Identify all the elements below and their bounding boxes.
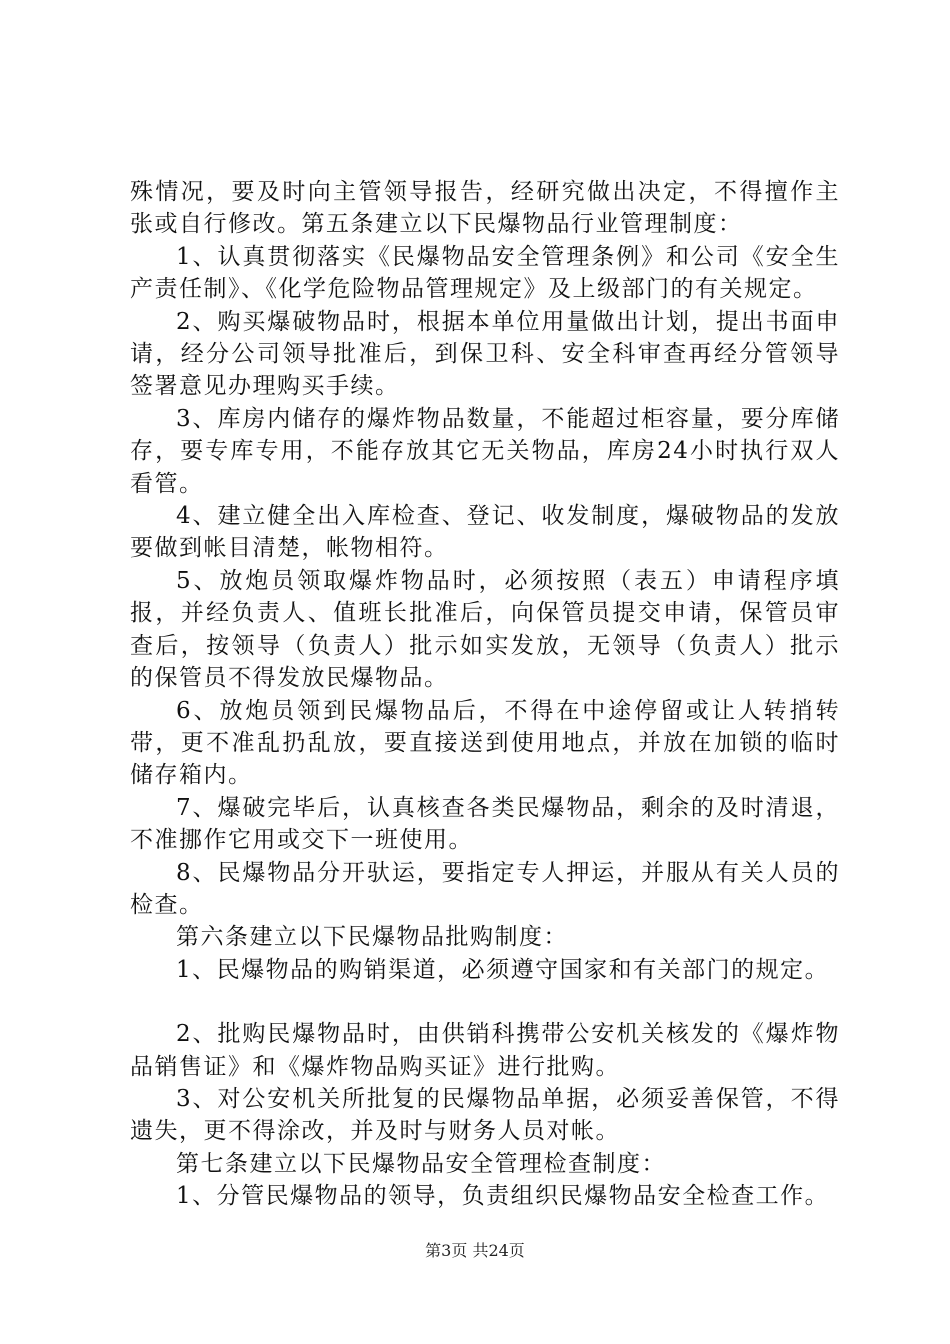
paragraph-item-2: 2、购买爆破物品时，根据本单位用量做出计划，提出书面申请，经分公司领导批准后，到保卫科、安全科审查再经分管领导签署意见办理购买手续。 xyxy=(130,308,840,400)
section-heading-article-7: 第七条建立以下民爆物品安全管理检查制度： xyxy=(176,1150,666,1177)
document-body xyxy=(130,176,840,1213)
paragraph-item-4: 4、建立健全出入库检查、登记、收发制度，爆破物品的发放要做到帐目清楚，帐物相符。 xyxy=(130,503,840,562)
paragraph-article-6-item-3: 3、对公安机关所批复的民爆物品单据，必须妥善保管，不得遗失，更不得涂改，并及时与财务人员对帐。 xyxy=(130,1085,840,1145)
section-heading-article-6: 第六条建立以下民爆物品批购制度： xyxy=(176,924,568,951)
paragraph-item-6: 6、放炮员领到民爆物品后，不得在中途停留或让人转捎转带，更不准乱扔乱放，要直接送到使用地点，并放在加锁的临时储存箱内。 xyxy=(130,697,840,789)
paragraph-item-8: 8、民爆物品分开驮运，要指定专人押运，并服从有关人员的检查。 xyxy=(130,859,840,918)
paragraph-continuation: 殊情况，要及时向主管领导报告，经研究做出决定，不得擅作主张或自行修改。第五条建立以下民爆物品行业管理制度： xyxy=(130,179,840,238)
paragraph-item-1: 1、认真贯彻落实《民爆物品安全管理条例》和公司《安全生产责任制》、《化学危险物品管理规定》及上级部门的有关规定。 xyxy=(130,243,840,303)
paragraph-article-6-item-1: 1、民爆物品的购销渠道，必须遵守国家和有关部门的规定。 xyxy=(176,956,830,983)
paragraph-article-7-item-1: 1、分管民爆物品的领导，负责组织民爆物品安全检查工作。 xyxy=(176,1183,830,1210)
page-number-footer: 第3页 共24页 xyxy=(425,1241,525,1260)
paragraph-article-6-item-2: 2、批购民爆物品时，由供销科携带公安机关核发的《爆炸物品销售证》和《爆炸物品购买证》进行批购。 xyxy=(130,1021,840,1080)
paragraph-item-3: 3、库房内储存的爆炸物品数量，不能超过柜容量，要分库储存，要专库专用，不能存放其它无关物品，库房24小时执行双人看管。 xyxy=(130,405,840,497)
paragraph-item-5: 5、放炮员领取爆炸物品时，必须按照（表五）申请程序填报，并经负责人、值班长批准后，向保管员提交申请，保管员审查后，按领导（负责人）批示如实发放，无领导（负责人）批示的保管员不得发放民爆物品。 xyxy=(130,567,840,692)
paragraph-item-7: 7、爆破完毕后，认真核查各类民爆物品，剩余的及时清退，不准挪作它用或交下一班使用。 xyxy=(130,794,840,854)
